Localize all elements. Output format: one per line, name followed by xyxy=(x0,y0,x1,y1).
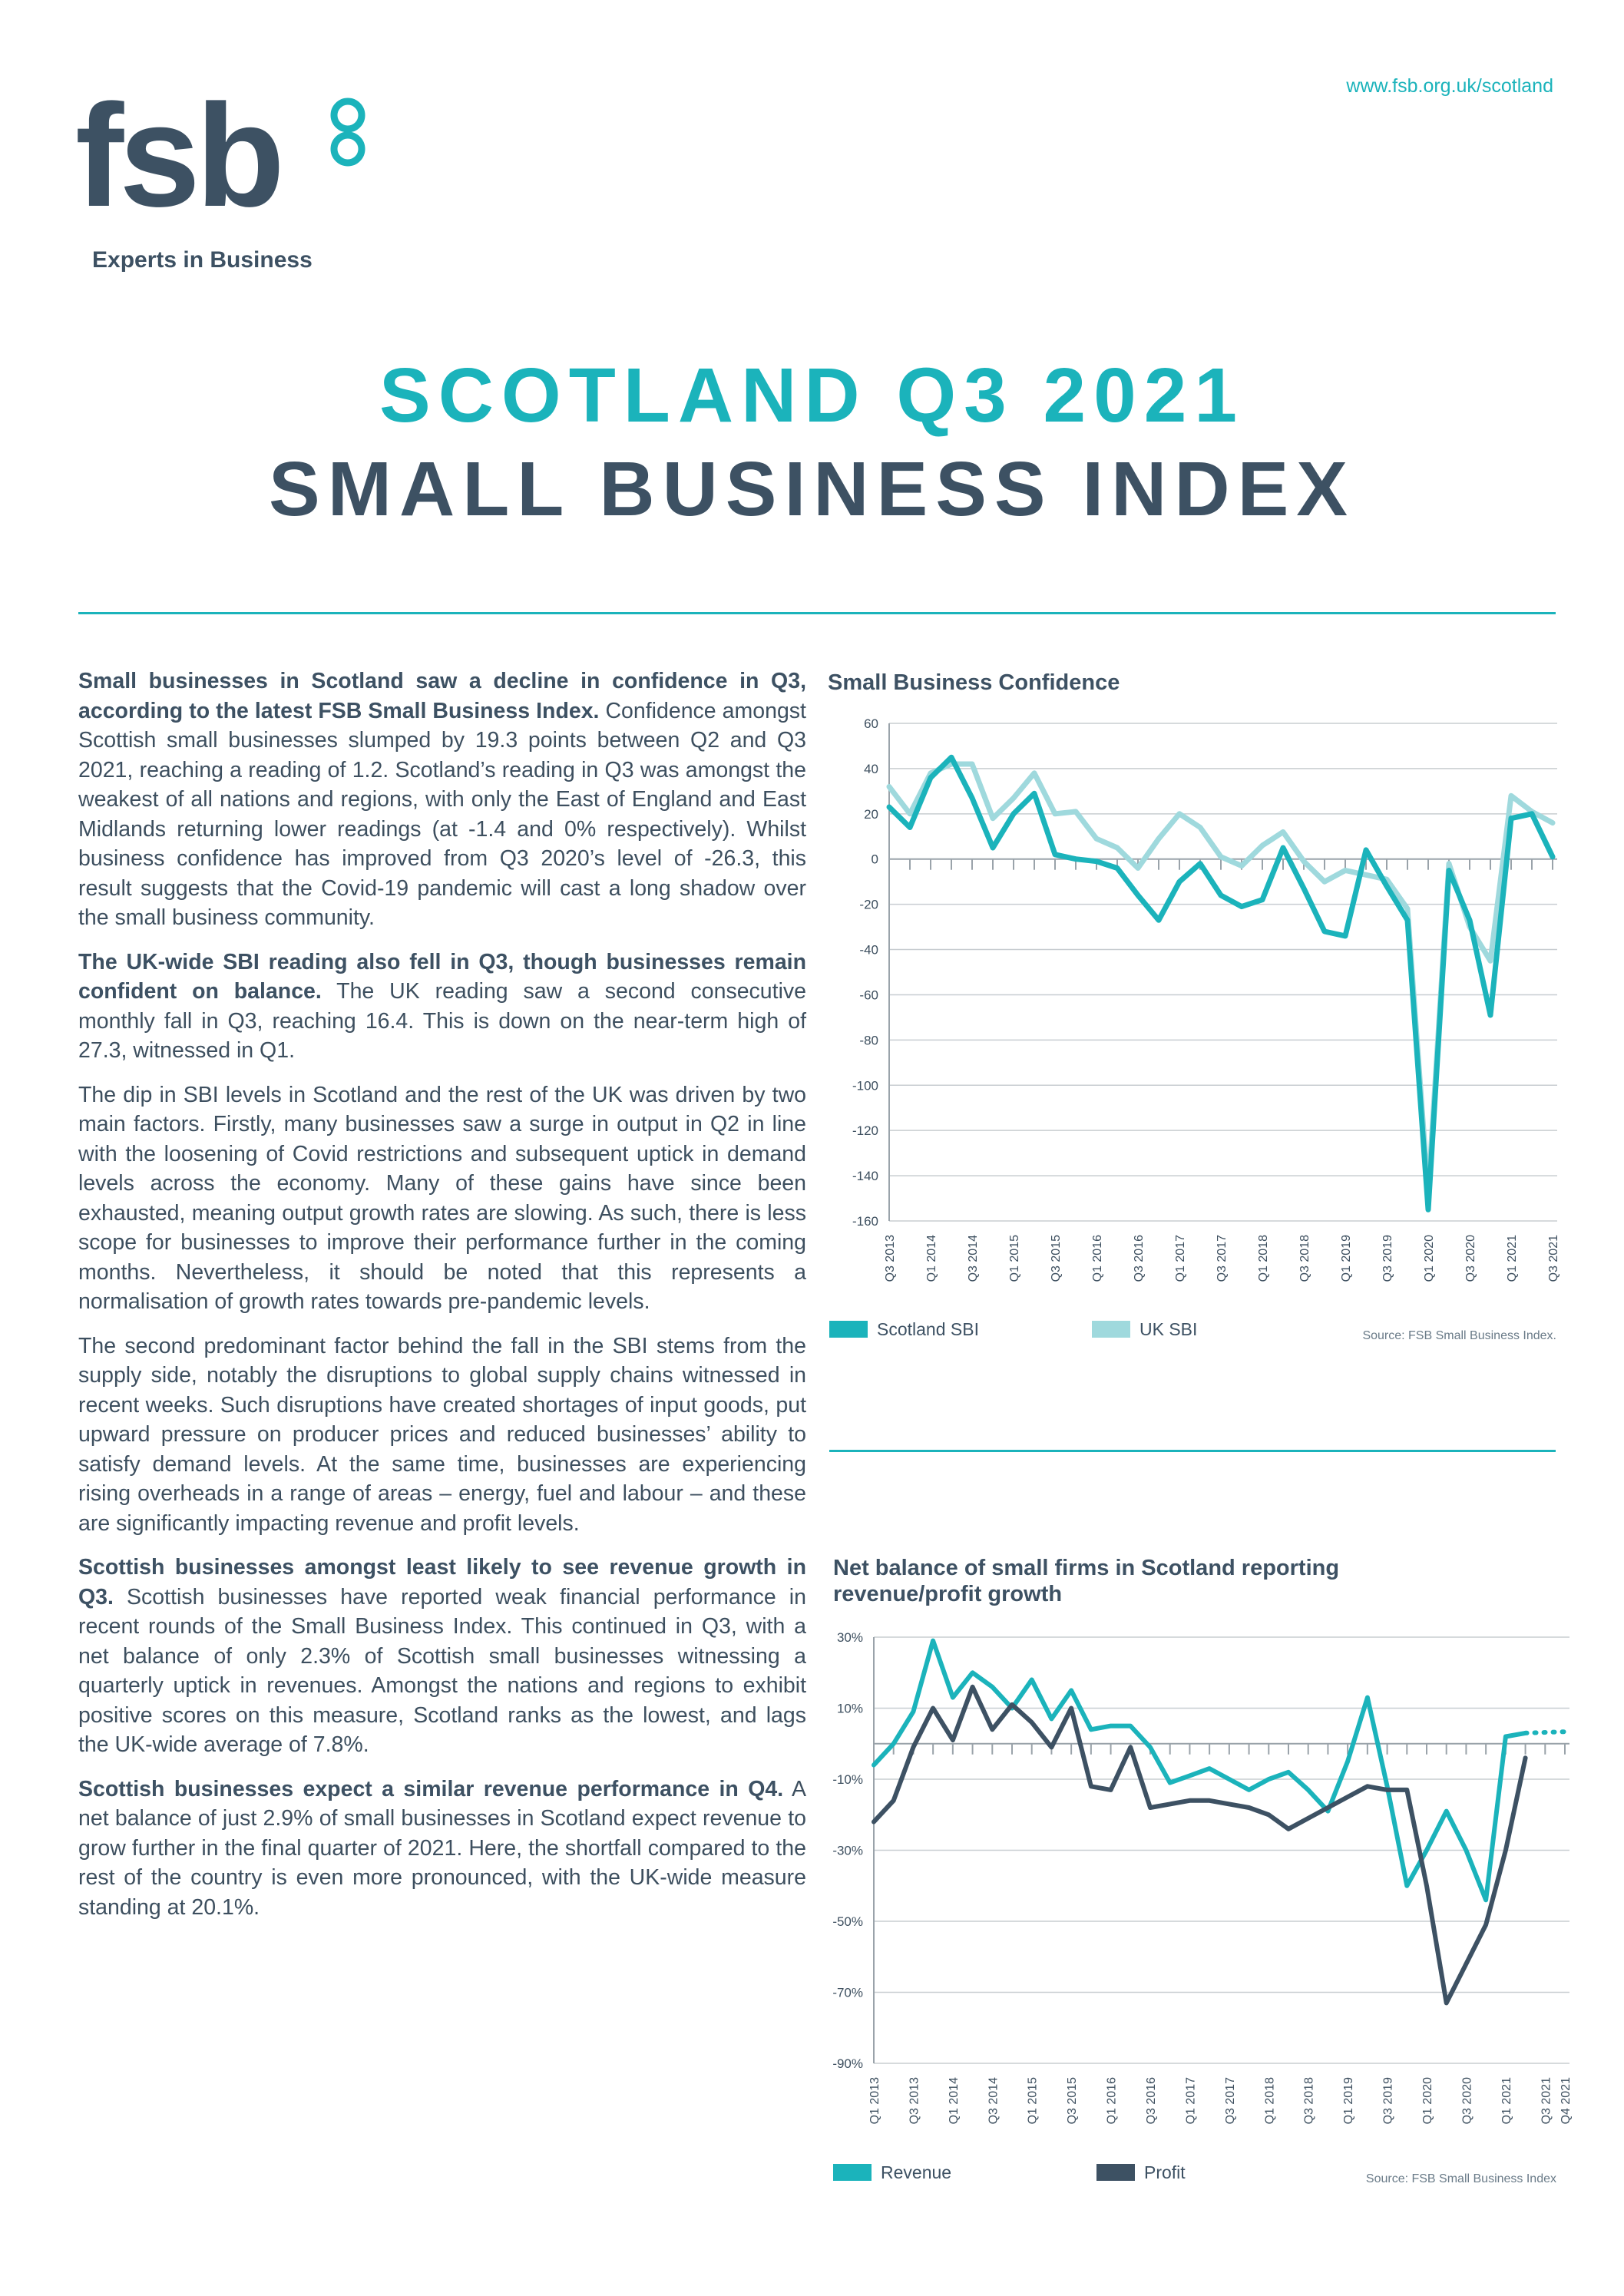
page-title-line2: SMALL BUSINESS INDEX xyxy=(269,446,1355,532)
y-tick-label: 30% xyxy=(836,1630,863,1645)
x-tick-label: Q1 2016 xyxy=(1091,1235,1104,1282)
paragraph-6: Scottish businesses expect a similar revenue performance in Q4. A net balance of just 2.9% of small businesses in Scotland expect revenue to grow further in the final quarter of 2021. Here, the shortfall compared to the rest of the country is even more pronounced, with the UK-wide measure standing at 20.1%. xyxy=(78,1776,806,1920)
x-tick-label: Q1 2020 xyxy=(1421,2077,1434,2125)
x-tick-label: Q1 2014 xyxy=(925,1235,938,1282)
x-tick-label: Q3 2014 xyxy=(967,1235,980,1282)
y-tick-label: -50% xyxy=(832,1914,863,1929)
x-tick-label: Q1 2021 xyxy=(1506,1235,1519,1282)
small-business-confidence-chart xyxy=(814,706,1566,1305)
y-tick-label: -140 xyxy=(852,1169,878,1184)
x-tick-label: Q1 2017 xyxy=(1184,2077,1198,2125)
legend-scotland-swatch xyxy=(829,1321,868,1338)
x-tick-label: Q3 2013 xyxy=(884,1235,897,1282)
x-tick-label: Q1 2016 xyxy=(1105,2077,1119,2125)
x-tick-label: Q3 2021 xyxy=(1547,1235,1560,1282)
x-tick-label: Q3 2018 xyxy=(1298,1235,1311,1282)
y-tick-label: 20 xyxy=(864,806,878,822)
y-tick-label: -80 xyxy=(859,1033,878,1048)
y-tick-label: -10% xyxy=(832,1772,863,1787)
x-tick-label: Q1 2020 xyxy=(1423,1235,1436,1282)
legend-revenue-label: Revenue xyxy=(881,2162,952,2182)
y-tick-label: -120 xyxy=(852,1123,878,1139)
fsb-logo: fsb xyxy=(75,74,280,237)
y-tick-label: -90% xyxy=(832,2056,863,2071)
x-tick-label: Q3 2020 xyxy=(1460,2077,1474,2125)
revenue-profit-chart xyxy=(814,1620,1573,2127)
logo-tagline: Experts in Business xyxy=(92,247,313,273)
y-tick-label: 60 xyxy=(864,716,878,731)
x-tick-label: Q3 2016 xyxy=(1133,1235,1146,1282)
y-tick-label: -30% xyxy=(832,1843,863,1858)
x-tick-label: Q1 2018 xyxy=(1257,1235,1270,1282)
article-body xyxy=(78,667,806,1937)
y-tick-label: 10% xyxy=(836,1701,863,1716)
y-tick-label: -60 xyxy=(859,988,878,1003)
x-tick-label: Q1 2021 xyxy=(1500,2077,1513,2125)
x-tick-label: Q3 2019 xyxy=(1381,2077,1395,2125)
x-tick-label: Q3 2013 xyxy=(908,2077,921,2125)
legend-profit-label: Profit xyxy=(1144,2162,1186,2182)
x-tick-label: Q3 2015 xyxy=(1050,1235,1063,1282)
y-tick-label: -40 xyxy=(859,942,878,958)
x-tick-label: Q3 2020 xyxy=(1464,1235,1477,1282)
chart1-source: Source: FSB Small Business Index. xyxy=(1362,1329,1556,1342)
series-line-scotland-sbi xyxy=(889,757,1553,1209)
legend-scotland-label: Scotland SBI xyxy=(877,1319,979,1339)
revenue-forecast-dotted-line xyxy=(1526,1732,1571,1733)
legend-uk-swatch xyxy=(1092,1321,1130,1338)
fsb-logo-rings-icon xyxy=(303,92,388,177)
chart1-title: Small Business Confidence xyxy=(828,670,1120,695)
x-tick-label: Q3 2017 xyxy=(1223,2077,1237,2125)
series-line-revenue xyxy=(874,1641,1526,1901)
page-title-line1: SCOTLAND Q3 2021 xyxy=(379,352,1245,438)
y-tick-label: -100 xyxy=(852,1078,878,1093)
x-tick-label: Q1 2015 xyxy=(1026,2077,1040,2125)
x-tick-label: Q3 2021 xyxy=(1540,2077,1553,2125)
x-tick-label: Q1 2019 xyxy=(1342,2077,1356,2125)
legend-profit-swatch xyxy=(1096,2164,1135,2181)
series-line-uk-sbi xyxy=(889,764,1553,1194)
paragraph-4: The second predominant factor behind the fall in the SBI stems from the supply side, notably the disruptions to global supply chains witnessed in recent weeks. Such disruptions have created shortages of input goods, put upward pressure on producer prices and reduced businesses’ ability to satisfy demand levels. At the same time, businesses are experiencing rising overheads in a range of areas – energy, fuel and labour – and these are significantly impacting revenue and profit levels. xyxy=(78,1333,806,1536)
x-tick-label: Q3 2018 xyxy=(1302,2077,1316,2125)
y-tick-label: -70% xyxy=(832,1985,863,2000)
title-divider xyxy=(78,612,1556,614)
y-tick-label: -20 xyxy=(859,897,878,912)
x-tick-label: Q1 2018 xyxy=(1263,2077,1277,2125)
y-tick-label: 0 xyxy=(871,852,878,867)
x-tick-label: Q1 2014 xyxy=(947,2077,961,2125)
x-tick-label: Q1 2019 xyxy=(1340,1235,1353,1282)
x-tick-label: Q3 2016 xyxy=(1145,2077,1158,2125)
x-tick-label: Q4 2021 xyxy=(1560,2077,1573,2125)
paragraph-2: The UK-wide SBI reading also fell in Q3, though businesses remain confident on balance. The UK reading saw a second consecutive monthly fall in Q3, reaching 16.4. This is down on the near-term high of 27.3, witnessed in Q1. xyxy=(78,949,807,1063)
y-tick-label: -160 xyxy=(852,1214,878,1229)
x-tick-label: Q3 2017 xyxy=(1216,1235,1229,1282)
paragraph-1: Small businesses in Scotland saw a decline in confidence in Q3, according to the latest FSB Small Business Index. Confidence amongst Scottish small businesses slumped by 19.3 points between Q2 and Q3 2021, reaching a reading of 1.2. Scotland’s reading in Q3 was amongst the weakest of all nations and regions, with only the East of England and East Midlands returning lower readings (at -1.4 and 0% respectively). Whilst business confidence has improved from Q3 2020’s level of -26.3, this result suggests that the Covid-19 pandemic will cast a long shadow over the small business community. xyxy=(78,669,806,930)
chart2-title: Net balance of small firms in Scotland reporting revenue/profit growth xyxy=(833,1556,1340,1606)
chart2-source: Source: FSB Small Business Index xyxy=(1365,2172,1556,2185)
paragraph-3: The dip in SBI levels in Scotland and the rest of the UK was driven by two main factors. Firstly, many businesses saw a surge in output in Q2 in line with the loosening of Covid restrictions and subsequent uptick in demand levels across the economy. Many of these gains have since been exhausted, meaning output growth rates are slowing. As such, there is less scope for businesses to improve their performance further in the coming months. Nevertheless, it should be noted that this represents a normalisation of growth rates towards pre-pandemic levels. xyxy=(78,1082,806,1314)
x-tick-label: Q3 2015 xyxy=(1066,2077,1080,2125)
paragraph-5: Scottish businesses amongst least likely to see revenue growth in Q3. Scottish businesses have reported weak financial performance in recent rounds of the Small Business Index. This continued in Q3, with a net balance of only 2.3% of Scottish small businesses witnessing a quarterly uptick in revenues. Amongst the nations and regions to exhibit positive scores on this measure, Scotland ranks as the lowest, and lags the UK-wide average of 7.8%. xyxy=(78,1555,806,1757)
x-tick-label: Q3 2014 xyxy=(987,2077,1001,2125)
x-tick-label: Q1 2017 xyxy=(1174,1235,1187,1282)
chart-divider xyxy=(829,1450,1556,1452)
y-tick-label: 40 xyxy=(864,761,878,776)
x-tick-label: Q1 2013 xyxy=(868,2077,881,2125)
legend-uk-label: UK SBI xyxy=(1139,1319,1198,1339)
website-url[interactable]: www.fsb.org.uk/scotland xyxy=(1346,75,1553,97)
x-tick-label: Q1 2015 xyxy=(1008,1235,1021,1282)
legend-revenue-swatch xyxy=(833,2164,872,2181)
x-tick-label: Q3 2019 xyxy=(1381,1235,1394,1282)
